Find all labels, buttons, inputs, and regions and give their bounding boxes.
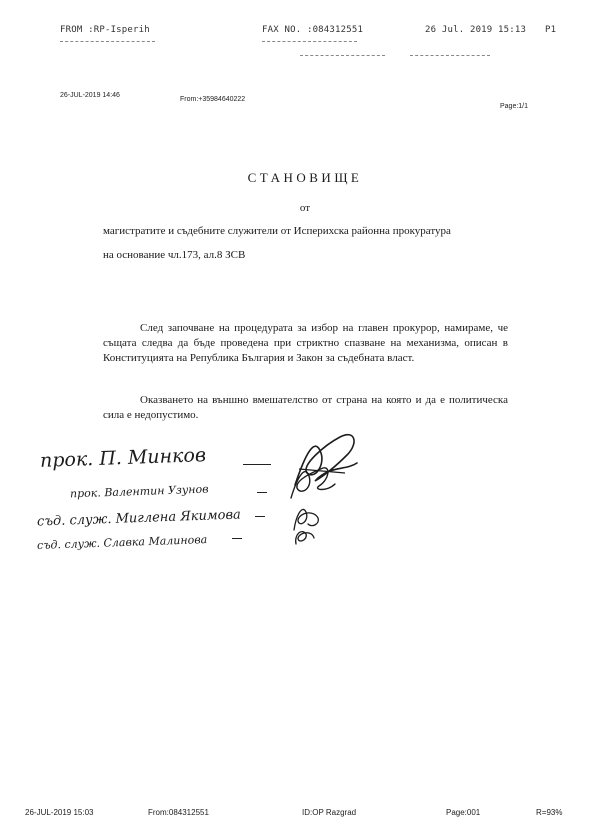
signature-dash xyxy=(257,492,267,493)
inner-date: 26-JUL-2019 14:46 xyxy=(60,92,120,99)
fax-underline xyxy=(60,41,155,42)
signature-name: прок. П. Минков xyxy=(39,444,207,472)
signature-dash xyxy=(255,516,265,517)
signature-scribble-2 xyxy=(283,458,343,503)
fax-number: FAX NO. :084312551 xyxy=(262,25,364,35)
inner-page: Page:1/1 xyxy=(500,103,529,110)
fax-page: P1 xyxy=(545,25,557,35)
signature-scribble-4 xyxy=(290,522,320,550)
fax-from: FROM :RP-Isperih xyxy=(60,25,150,35)
footer-from: From:084312551 xyxy=(148,808,209,817)
signature-name: съд. служ. Славка Малинова xyxy=(36,533,208,552)
footer-ratio: R=93% xyxy=(536,808,563,817)
footer-date: 26-JUL-2019 15:03 xyxy=(25,808,94,817)
subject-line: магистратите и съдебните служители от Исперихска районна прокуратура xyxy=(103,225,451,237)
signature-name: прок. Валентин Узунов xyxy=(69,482,209,501)
footer-page: Page:001 xyxy=(446,808,481,817)
from-word: от xyxy=(299,202,311,214)
document-title: СТАНОВИЩЕ xyxy=(247,170,363,185)
fax-datetime: 26 Jul. 2019 15:13 xyxy=(425,25,527,35)
fax-underline xyxy=(300,55,385,56)
signature-name: съд. служ. Миглена Якимова xyxy=(36,507,242,530)
fax-underline xyxy=(410,55,490,56)
paragraph-2: Оказването на външно вмешателство от страна на която и да е политическа сила е недопустимо. xyxy=(103,394,508,421)
fax-underline xyxy=(262,41,357,42)
basis-line: на основание чл.173, ал.8 ЗСВ xyxy=(103,249,246,261)
signature-dash xyxy=(232,538,242,539)
inner-from: From:+35984640222 xyxy=(180,96,246,103)
paragraph-1: След започване на процедурата за избор на главен прокурор, намираме, че същата следва да бъде проведена при стриктно спазване на механизма, описан в Конституцията на Република България и Закон за съдебната власт. xyxy=(103,322,508,364)
footer-id: ID:OP Razgrad xyxy=(302,808,357,817)
signature-dash xyxy=(243,464,271,465)
